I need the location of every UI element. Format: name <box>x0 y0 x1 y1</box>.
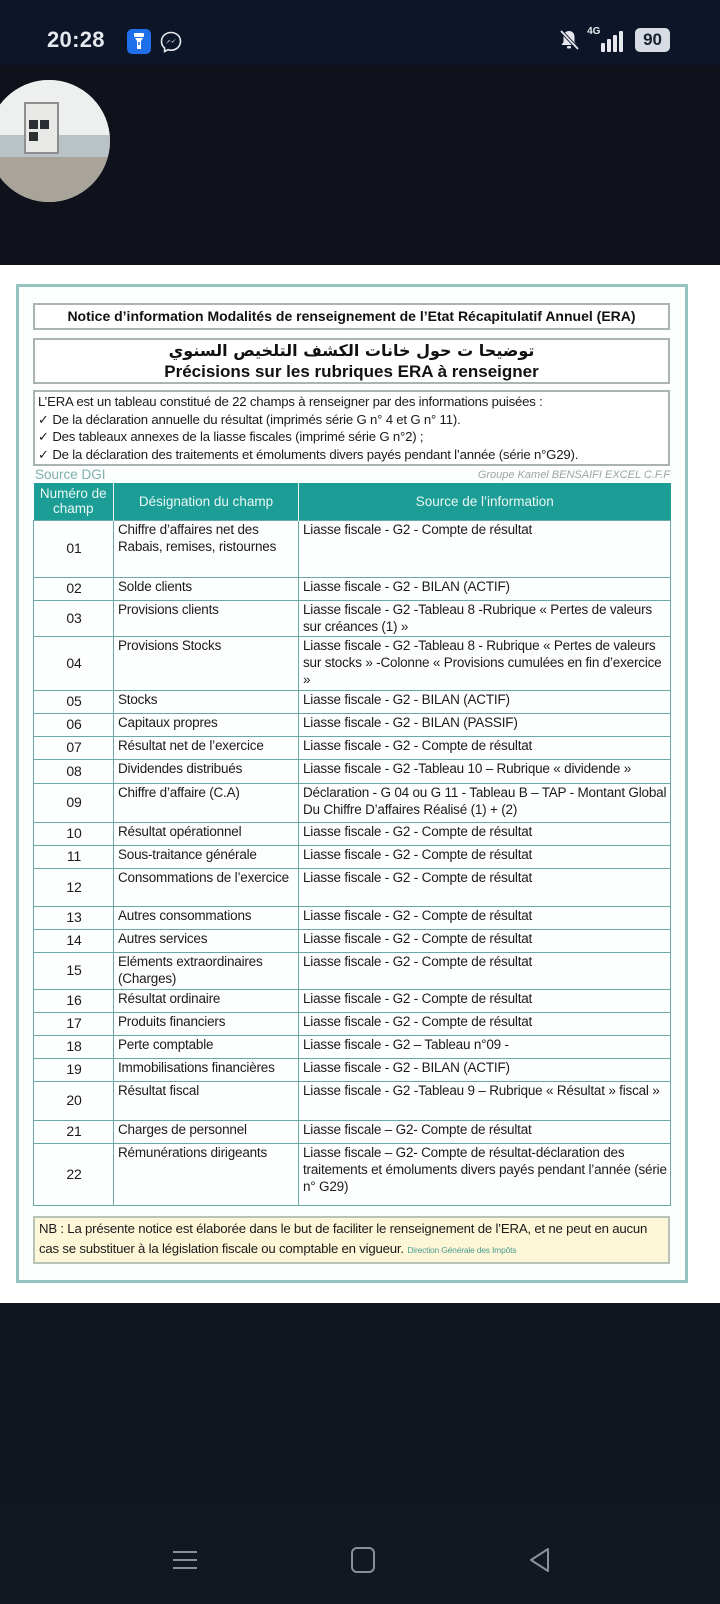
recents-icon[interactable] <box>170 1545 200 1575</box>
field-number: 16 <box>34 989 114 1012</box>
field-number: 21 <box>34 1120 114 1143</box>
field-source: Liasse fiscale - G2 -Tableau 9 – Rubrique « Résultat » fiscal » <box>299 1081 671 1120</box>
field-number: 05 <box>34 690 114 713</box>
field-designation: Chiffre d’affaire (C.A) <box>114 783 299 822</box>
avatar[interactable] <box>0 80 110 202</box>
document-title: Notice d’information Modalités de renseignement de l’Etat Récapitulatif Annuel (ERA) <box>33 303 670 330</box>
field-designation: Résultat net de l’exercice <box>114 736 299 759</box>
field-source: Liasse fiscale - G2 - BILAN (PASSIF) <box>299 713 671 736</box>
field-number: 12 <box>34 868 114 906</box>
header-numero: Numéro de champ <box>34 483 114 520</box>
field-designation: Provisions clients <box>114 600 299 636</box>
field-source: Liasse fiscale – G2- Compte de résultat-déclaration des traitements et émoluments divers payés pendant l’année (série n° G29) <box>299 1143 671 1205</box>
home-icon[interactable] <box>348 1545 378 1575</box>
field-source: Liasse fiscale - G2 - BILAN (ACTIF) <box>299 690 671 713</box>
field-number: 15 <box>34 952 114 989</box>
field-source: Liasse fiscale - G2 - Compte de résultat <box>299 845 671 868</box>
field-number: 03 <box>34 600 114 636</box>
field-designation: Chiffre d’affaires net des Rabais, remises, ristournes <box>114 520 299 577</box>
field-number: 17 <box>34 1012 114 1035</box>
intro-item: ✓ Des tableaux annexes de la liasse fiscales (imprimé série G n°2) ; <box>38 429 424 444</box>
table-row <box>34 906 671 929</box>
nb-note <box>33 1216 670 1264</box>
network-type: 4G <box>587 26 601 37</box>
field-number: 22 <box>34 1143 114 1205</box>
author-credit: Groupe Kamel BENSAIFI EXCEL C.F.F <box>477 469 670 481</box>
shared-image[interactable] <box>0 265 720 1303</box>
table-row <box>34 845 671 868</box>
signal-4g-icon <box>587 28 623 52</box>
field-designation: Immobilisations financières <box>114 1058 299 1081</box>
table-row <box>34 690 671 713</box>
field-source: Liasse fiscale - G2 -Tableau 10 – Rubrique « dividende » <box>299 759 671 783</box>
intro-lead: L’ERA est un tableau constitué de 22 champs à renseigner par des informations puisées : <box>38 394 543 409</box>
era-fields-table <box>33 483 671 1206</box>
field-designation: Produits financiers <box>114 1012 299 1035</box>
table-row <box>34 1143 671 1205</box>
field-number: 04 <box>34 636 114 690</box>
header-designation: Désignation du champ <box>114 483 299 520</box>
field-designation: Autres consommations <box>114 906 299 929</box>
field-number: 18 <box>34 1035 114 1058</box>
table-row <box>34 736 671 759</box>
field-source: Liasse fiscale - G2 - BILAN (ACTIF) <box>299 1058 671 1081</box>
table-row <box>34 783 671 822</box>
field-designation: Stocks <box>114 690 299 713</box>
field-designation: Consommations de l’exercice <box>114 868 299 906</box>
source-row <box>35 468 670 483</box>
table-row <box>34 1081 671 1120</box>
field-designation: Autres services <box>114 929 299 952</box>
intro-item: ✓ De la déclaration des traitements et émoluments divers payés pendant l’année (série n°G29). <box>38 446 579 462</box>
field-number: 14 <box>34 929 114 952</box>
field-number: 01 <box>34 520 114 577</box>
clock: 20:28 <box>47 27 105 52</box>
nb-signature: Direction Générale des Impôts <box>407 1245 517 1255</box>
field-designation: Provisions Stocks <box>114 636 299 690</box>
intro-item: ✓ De la déclaration annuelle du résultat (imprimés série G n° 4 et G n° 11). <box>38 411 461 427</box>
field-source: Liasse fiscale - G2 - BILAN (ACTIF) <box>299 577 671 600</box>
field-number: 07 <box>34 736 114 759</box>
field-designation: Eléments extraordinaires (Charges) <box>114 952 299 989</box>
subtitle-french: Précisions sur les rubriques ERA à renseigner <box>164 362 539 381</box>
intro-box <box>33 390 670 466</box>
field-number: 02 <box>34 577 114 600</box>
field-designation: Résultat opérationnel <box>114 822 299 845</box>
field-designation: Solde clients <box>114 577 299 600</box>
source-label: Source DGI <box>35 467 106 482</box>
table-row <box>34 713 671 736</box>
field-source: Liasse fiscale - G2 - Compte de résultat <box>299 822 671 845</box>
field-designation: Sous-traitance générale <box>114 845 299 868</box>
field-designation: Résultat ordinaire <box>114 989 299 1012</box>
field-source: Liasse fiscale - G2 - Compte de résultat <box>299 952 671 989</box>
field-designation: Résultat fiscal <box>114 1081 299 1120</box>
document-frame <box>16 284 688 1283</box>
table-row <box>34 759 671 783</box>
field-designation: Dividendes distribués <box>114 759 299 783</box>
field-source: Liasse fiscale - G2 - Compte de résultat <box>299 520 671 577</box>
table-row <box>34 577 671 600</box>
field-number: 11 <box>34 845 114 868</box>
field-number: 13 <box>34 906 114 929</box>
table-row <box>34 1058 671 1081</box>
field-source: Liasse fiscale - G2 - Compte de résultat <box>299 736 671 759</box>
battery-level: 90 <box>635 28 670 52</box>
field-designation: Perte comptable <box>114 1035 299 1058</box>
subtitle-box <box>33 338 670 384</box>
field-source: Liasse fiscale - G2 – Tableau n°09 - <box>299 1035 671 1058</box>
field-designation: Capitaux propres <box>114 713 299 736</box>
field-number: 19 <box>34 1058 114 1081</box>
table-header-row <box>34 483 671 520</box>
messenger-icon <box>160 31 182 53</box>
header-source: Source de l’information <box>299 483 671 520</box>
table-row <box>34 1120 671 1143</box>
field-number: 06 <box>34 713 114 736</box>
table-row <box>34 868 671 906</box>
table-row <box>34 929 671 952</box>
field-designation: Rémunérations dirigeants <box>114 1143 299 1205</box>
table-row <box>34 520 671 577</box>
field-number: 20 <box>34 1081 114 1120</box>
table-row <box>34 989 671 1012</box>
bell-muted-icon <box>557 28 581 52</box>
flashlight-icon <box>127 29 151 54</box>
back-icon[interactable] <box>525 1545 555 1575</box>
table-row <box>34 636 671 690</box>
field-source: Liasse fiscale – G2- Compte de résultat <box>299 1120 671 1143</box>
field-source: Liasse fiscale - G2 - Compte de résultat <box>299 906 671 929</box>
field-source: Liasse fiscale - G2 - Compte de résultat <box>299 1012 671 1035</box>
field-source: Liasse fiscale - G2 - Compte de résultat <box>299 989 671 1012</box>
table-row <box>34 822 671 845</box>
table-row <box>34 952 671 989</box>
table-row <box>34 600 671 636</box>
field-source: Déclaration - G 04 ou G 11 - Tableau B – TAP - Montant Global Du Chiffre D’affaires Réalisé (1) + (2) <box>299 783 671 822</box>
field-source: Liasse fiscale - G2 - Compte de résultat <box>299 868 671 906</box>
field-source: Liasse fiscale - G2 -Tableau 8 -Rubrique « Pertes de valeurs sur créances (1) » <box>299 600 671 636</box>
table-row <box>34 1012 671 1035</box>
table-row <box>34 1035 671 1058</box>
subtitle-arabic: توضيحا ت حول خانات الكشف التلخيص السنوي <box>168 341 535 360</box>
nb-text: NB : La présente notice est élaborée dans le but de faciliter le renseignement de l’ERA, et ne peut en aucun cas se substituer à la législation fiscale ou comptable en vigueur. <box>39 1221 648 1256</box>
field-source: Liasse fiscale - G2 - Compte de résultat <box>299 929 671 952</box>
field-number: 10 <box>34 822 114 845</box>
field-source: Liasse fiscale - G2 -Tableau 8 - Rubrique « Pertes de valeurs sur stocks » -Colonne « Provisions cumulées en fin d’exercice » <box>299 636 671 690</box>
field-number: 08 <box>34 759 114 783</box>
field-designation: Charges de personnel <box>114 1120 299 1143</box>
status-bar <box>0 0 720 65</box>
field-number: 09 <box>34 783 114 822</box>
